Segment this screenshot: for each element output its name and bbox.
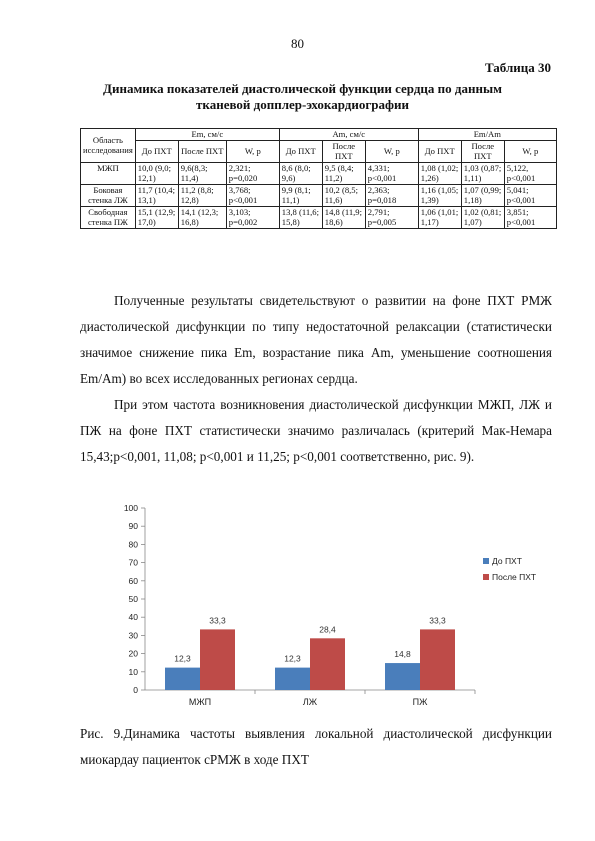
- bar-chart: [100, 496, 570, 712]
- data-label: 12,3: [284, 653, 301, 664]
- y-tick-label: 90: [128, 521, 138, 532]
- table-row: [81, 162, 557, 184]
- table-cell: 1,08 (1,02; 1,26): [418, 162, 461, 184]
- legend-swatch: [483, 574, 489, 580]
- row-region: МЖП: [81, 162, 136, 184]
- y-tick-label: 40: [128, 612, 138, 623]
- paragraph-frequency: При этом частота возникновения диастолической дисфункции МЖП, ЛЖ и ПЖ на фоне ПХТ статистически значимо различалась (критерий Мак-Немара 15,43;p<0,001, 11,08; p<0,001 и 11,25; p<0,001 соответственно, рис. 9).: [80, 397, 552, 464]
- table-label: Таблица 30: [484, 60, 551, 75]
- table-cell: 1,06 (1,01; 1,17): [418, 206, 461, 228]
- table-cell: 5,041; p<0,001: [504, 184, 556, 206]
- table-cell: 1,02 (0,81; 1,07): [461, 206, 504, 228]
- table-cell: 9,5 (8,4; 11,2): [322, 162, 365, 184]
- table-cell: 9,6(8,3; 11,4): [178, 162, 226, 184]
- table-cell: 2,321; p=0,020: [226, 162, 279, 184]
- table-cell: 2,363; p=0,018: [365, 184, 418, 206]
- y-tick-label: 0: [133, 685, 138, 695]
- y-tick-label: 50: [128, 594, 138, 604]
- subheader: До ПХТ: [135, 140, 178, 162]
- legend-label: После ПХТ: [492, 572, 537, 582]
- legend-label: До ПХТ: [492, 556, 522, 566]
- table-cell: 14,8 (11,9; 18,6): [322, 206, 365, 228]
- table-cell: 13,8 (11,6; 15,8): [279, 206, 322, 228]
- table-cell: 4,331; p<0,001: [365, 162, 418, 184]
- table-cell: 14,1 (12,3; 16,8): [178, 206, 226, 228]
- group-header: Em/Am: [418, 129, 556, 141]
- subheader: W, p: [365, 140, 418, 162]
- subheader: До ПХТ: [279, 140, 322, 162]
- y-tick-label: 70: [128, 557, 138, 568]
- row-region: Боковая стенка ЛЖ: [81, 184, 136, 206]
- table-cell: 11,2 (8,8; 12,8): [178, 184, 226, 206]
- y-tick-label: 10: [128, 666, 138, 677]
- bar: [275, 668, 310, 690]
- x-tick-label: ПЖ: [412, 697, 428, 707]
- data-label: 12,3: [174, 653, 191, 664]
- table-cell: 1,16 (1,05; 1,39): [418, 184, 461, 206]
- table-cell: 15,1 (12,9; 17,0): [135, 206, 178, 228]
- bar: [420, 629, 455, 690]
- y-tick-label: 30: [128, 630, 138, 641]
- table-cell: 3,768; p<0,001: [226, 184, 279, 206]
- subheader: После ПХТ: [461, 140, 504, 162]
- data-label: 14,8: [394, 649, 411, 660]
- page-number: 80: [291, 36, 304, 51]
- subheader: До ПХТ: [418, 140, 461, 162]
- y-tick-label: 20: [128, 648, 138, 659]
- bar: [310, 638, 345, 690]
- table-title: Динамика показателей диастолической функции сердца по данным тканевой допплер-эхокардиографии: [103, 81, 502, 112]
- subheader: W, p: [226, 140, 279, 162]
- x-tick-label: МЖП: [188, 697, 212, 707]
- subheader: W, p: [504, 140, 556, 162]
- data-label: 33,3: [209, 615, 226, 626]
- bar: [165, 668, 200, 690]
- bar: [385, 663, 420, 690]
- subheader: После ПХТ: [322, 140, 365, 162]
- bar: [200, 629, 235, 690]
- subheader: После ПХТ: [178, 140, 226, 162]
- table-cell: 1,07 (0,99; 1,18): [461, 184, 504, 206]
- y-tick-label: 100: [123, 503, 138, 513]
- y-tick-label: 60: [128, 575, 138, 586]
- group-header: Em, см/с: [135, 129, 279, 141]
- x-tick-label: ЛЖ: [302, 697, 318, 707]
- table-row: [81, 206, 557, 228]
- diastolic-function-table: [80, 128, 557, 229]
- legend-swatch: [483, 558, 489, 564]
- row-region: Свободная стенка ПЖ: [81, 206, 136, 228]
- table-cell: 3,851; p<0,001: [504, 206, 556, 228]
- table-cell: 9,9 (8,1; 11,1): [279, 184, 322, 206]
- table-subheader-row: [81, 140, 557, 162]
- table-row: [81, 184, 557, 206]
- data-label: 33,3: [429, 615, 446, 626]
- y-tick-label: 80: [128, 539, 138, 550]
- table-header-row: [81, 129, 557, 141]
- table-cell: 10,0 (9,0; 12,1): [135, 162, 178, 184]
- group-header: Am, см/с: [279, 129, 418, 141]
- table-cell: 10,2 (8,5; 11,6): [322, 184, 365, 206]
- figure-caption: Рис. 9.Динамика частоты выявления локальной диастолической дисфункции миокардау пациенток сРМЖ в ходе ПХТ: [80, 726, 552, 767]
- table-cell: 11,7 (10,4; 13,1): [135, 184, 178, 206]
- table-cell: 2,791; p=0,005: [365, 206, 418, 228]
- table-cell: 5,122, p<0,001: [504, 162, 556, 184]
- table-cell: 1,03 (0,87; 1,11): [461, 162, 504, 184]
- region-header: Область исследования: [81, 129, 136, 163]
- data-label: 28,4: [319, 624, 336, 635]
- table-cell: 8,6 (8,0; 9,6): [279, 162, 322, 184]
- table-cell: 3,103; p=0,002: [226, 206, 279, 228]
- paragraph-results: Полученные результаты свидетельствуют о развитии на фоне ПХТ РМЖ диастолической дисфункции по типу недостаточной релаксации (статистически значимое снижение пика Em, возрастание пика Am, уменьшение соотношения Em/Am) во всех исследованных регионах сердца.: [80, 293, 552, 386]
